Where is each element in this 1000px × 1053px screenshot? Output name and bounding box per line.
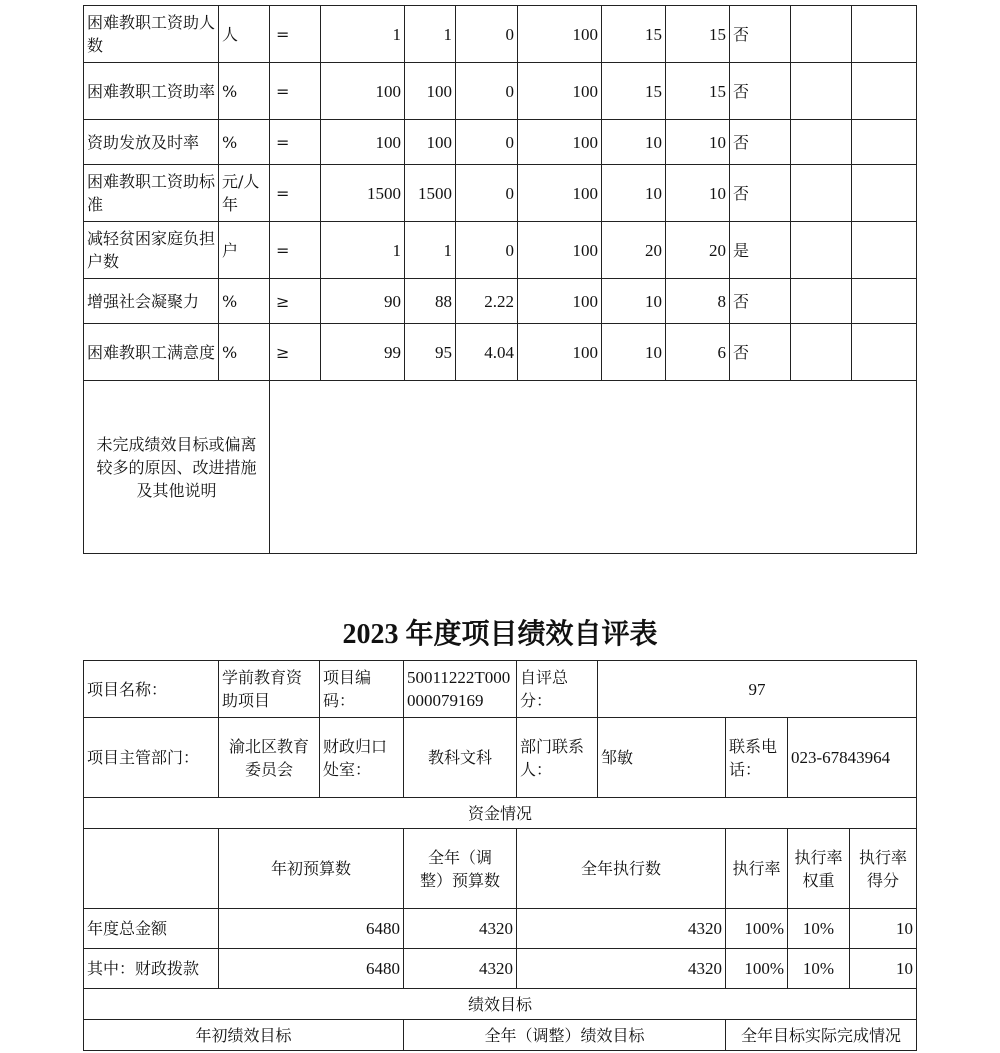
- funds-header-weight: 执行率权重: [788, 829, 850, 909]
- indicator-blank-a: [791, 6, 852, 63]
- indicator-name: 减轻贫困家庭负担户数: [84, 222, 219, 279]
- indicator-unit: 元/人年: [219, 165, 270, 222]
- indicator-target-value: 1: [321, 222, 405, 279]
- indicator-completion-rate: 100: [518, 222, 602, 279]
- indicator-weight: 15: [602, 6, 666, 63]
- project-name-label: 项目名称：: [84, 661, 219, 718]
- indicator-deviation: 0: [456, 6, 518, 63]
- indicator-blank-a: [791, 279, 852, 324]
- indicator-completion-rate: 100: [518, 165, 602, 222]
- indicator-deviation: 4.04: [456, 324, 518, 381]
- indicator-actual-value: 88: [405, 279, 456, 324]
- indicator-blank-a: [791, 222, 852, 279]
- indicator-target-value: 100: [321, 63, 405, 120]
- indicator-row: [84, 324, 917, 381]
- explanation-row: [84, 381, 917, 554]
- funds-score: 10: [850, 949, 917, 989]
- project-dept-row: [84, 718, 917, 798]
- indicator-actual-value: 1: [405, 6, 456, 63]
- indicator-row: [84, 279, 917, 324]
- goals-header-adjusted: 全年（调整）绩效目标: [404, 1020, 726, 1051]
- indicator-name: 增强社会凝聚力: [84, 279, 219, 324]
- indicator-blank-a: [791, 63, 852, 120]
- phone-value: 023-67843964: [788, 718, 917, 798]
- funds-header-executed: 全年执行数: [517, 829, 726, 909]
- contact-value: 邹敏: [598, 718, 726, 798]
- indicator-name: 困难教职工资助率: [84, 63, 219, 120]
- funds-header-score: 执行率得分: [850, 829, 917, 909]
- indicator-unit: %: [219, 63, 270, 120]
- goals-section-heading: 绩效目标: [84, 989, 917, 1020]
- funds-row-label: 其中：财政拨款: [84, 949, 219, 989]
- funds-adjusted: 4320: [404, 949, 517, 989]
- indicator-weight: 15: [602, 63, 666, 120]
- funds-header-row: [84, 829, 917, 909]
- indicator-name: 困难教职工资助人数: [84, 6, 219, 63]
- indicator-score: 10: [666, 120, 730, 165]
- indicator-weight: 10: [602, 120, 666, 165]
- funds-initial: 6480: [219, 909, 404, 949]
- goals-header-actual: 全年目标实际完成情况: [726, 1020, 917, 1051]
- indicator-row: [84, 63, 917, 120]
- indicator-blank-b: [852, 279, 917, 324]
- indicator-operator: =: [270, 6, 321, 63]
- indicator-actual-value: 100: [405, 120, 456, 165]
- indicator-deviation: 2.22: [456, 279, 518, 324]
- funds-weight: 10%: [788, 909, 850, 949]
- office-value: 教科文科: [404, 718, 517, 798]
- indicator-completion-rate: 100: [518, 120, 602, 165]
- funds-rate: 100%: [726, 949, 788, 989]
- indicator-blank-b: [852, 165, 917, 222]
- funds-header-blank: [84, 829, 219, 909]
- indicator-core-flag: 否: [730, 165, 791, 222]
- funds-executed: 4320: [517, 909, 726, 949]
- indicator-weight: 20: [602, 222, 666, 279]
- self-evaluation-table: [83, 660, 917, 1051]
- indicator-operator: =: [270, 120, 321, 165]
- indicator-weight: 10: [602, 279, 666, 324]
- explanation-text: [270, 381, 917, 554]
- indicator-blank-b: [852, 324, 917, 381]
- indicator-actual-value: 95: [405, 324, 456, 381]
- indicator-score: 15: [666, 6, 730, 63]
- indicator-deviation: 0: [456, 63, 518, 120]
- indicator-core-flag: 是: [730, 222, 791, 279]
- indicator-weight: 10: [602, 165, 666, 222]
- phone-label: 联系电话：: [726, 718, 788, 798]
- indicator-core-flag: 否: [730, 120, 791, 165]
- indicator-actual-value: 1500: [405, 165, 456, 222]
- dept-value: 渝北区教育委员会: [219, 718, 320, 798]
- self-score-value: 97: [598, 661, 917, 718]
- indicator-blank-b: [852, 6, 917, 63]
- page-title: 2023 年度项目绩效自评表: [342, 619, 658, 650]
- project-code-value: 50011222T000000079169: [404, 661, 517, 718]
- goals-section-row: [84, 989, 917, 1020]
- indicator-score: 6: [666, 324, 730, 381]
- indicator-completion-rate: 100: [518, 6, 602, 63]
- indicator-operator: ≥: [270, 279, 321, 324]
- project-code-label: 项目编码：: [320, 661, 404, 718]
- funds-section-row: [84, 798, 917, 829]
- indicator-operator: =: [270, 63, 321, 120]
- indicator-row: [84, 222, 917, 279]
- indicator-score: 15: [666, 63, 730, 120]
- self-score-label: 自评总分：: [517, 661, 598, 718]
- indicator-blank-a: [791, 165, 852, 222]
- indicator-target-value: 99: [321, 324, 405, 381]
- explanation-label: 未完成绩效目标或偏离较多的原因、改进措施及其他说明: [84, 381, 270, 554]
- indicator-blank-b: [852, 63, 917, 120]
- funds-initial: 6480: [219, 949, 404, 989]
- indicator-operator: ≥: [270, 324, 321, 381]
- indicator-actual-value: 1: [405, 222, 456, 279]
- indicator-blank-b: [852, 222, 917, 279]
- indicator-core-flag: 否: [730, 63, 791, 120]
- funds-adjusted: 4320: [404, 909, 517, 949]
- indicator-table: [83, 5, 917, 554]
- indicator-weight: 10: [602, 324, 666, 381]
- indicator-completion-rate: 100: [518, 63, 602, 120]
- indicator-target-value: 100: [321, 120, 405, 165]
- indicator-name: 困难教职工满意度: [84, 324, 219, 381]
- indicator-unit: %: [219, 324, 270, 381]
- indicator-name: 资助发放及时率: [84, 120, 219, 165]
- dept-label: 项目主管部门：: [84, 718, 219, 798]
- indicator-row: [84, 6, 917, 63]
- funds-header-rate: 执行率: [726, 829, 788, 909]
- project-name-value: 学前教育资助项目: [219, 661, 320, 718]
- indicator-operator: =: [270, 222, 321, 279]
- indicator-blank-a: [791, 120, 852, 165]
- indicator-blank-a: [791, 324, 852, 381]
- funds-row-fiscal: [84, 949, 917, 989]
- indicator-deviation: 0: [456, 222, 518, 279]
- indicator-target-value: 90: [321, 279, 405, 324]
- indicator-deviation: 0: [456, 165, 518, 222]
- funds-executed: 4320: [517, 949, 726, 989]
- indicator-unit: %: [219, 120, 270, 165]
- indicator-core-flag: 否: [730, 279, 791, 324]
- contact-label: 部门联系人：: [517, 718, 598, 798]
- goals-header-row: [84, 1020, 917, 1051]
- funds-row-total: [84, 909, 917, 949]
- project-info-row: [84, 661, 917, 718]
- indicator-target-value: 1500: [321, 165, 405, 222]
- indicator-blank-b: [852, 120, 917, 165]
- office-label: 财政归口处室：: [320, 718, 404, 798]
- indicator-actual-value: 100: [405, 63, 456, 120]
- funds-header-adjusted: 全年（调整）预算数: [404, 829, 517, 909]
- indicator-unit: %: [219, 279, 270, 324]
- indicator-score: 10: [666, 165, 730, 222]
- funds-rate: 100%: [726, 909, 788, 949]
- goals-header-initial: 年初绩效目标: [84, 1020, 404, 1051]
- indicator-completion-rate: 100: [518, 279, 602, 324]
- indicator-deviation: 0: [456, 120, 518, 165]
- indicator-core-flag: 否: [730, 324, 791, 381]
- funds-row-label: 年度总金额: [84, 909, 219, 949]
- funds-score: 10: [850, 909, 917, 949]
- indicator-unit: 人: [219, 6, 270, 63]
- indicator-operator: =: [270, 165, 321, 222]
- indicator-unit: 户: [219, 222, 270, 279]
- indicator-name: 困难教职工资助标准: [84, 165, 219, 222]
- funds-header-initial: 年初预算数: [219, 829, 404, 909]
- funds-weight: 10%: [788, 949, 850, 989]
- funds-section-heading: 资金情况: [84, 798, 917, 829]
- indicator-completion-rate: 100: [518, 324, 602, 381]
- indicator-core-flag: 否: [730, 6, 791, 63]
- indicator-row: [84, 120, 917, 165]
- indicator-target-value: 1: [321, 6, 405, 63]
- indicator-score: 20: [666, 222, 730, 279]
- indicator-row: [84, 165, 917, 222]
- indicator-score: 8: [666, 279, 730, 324]
